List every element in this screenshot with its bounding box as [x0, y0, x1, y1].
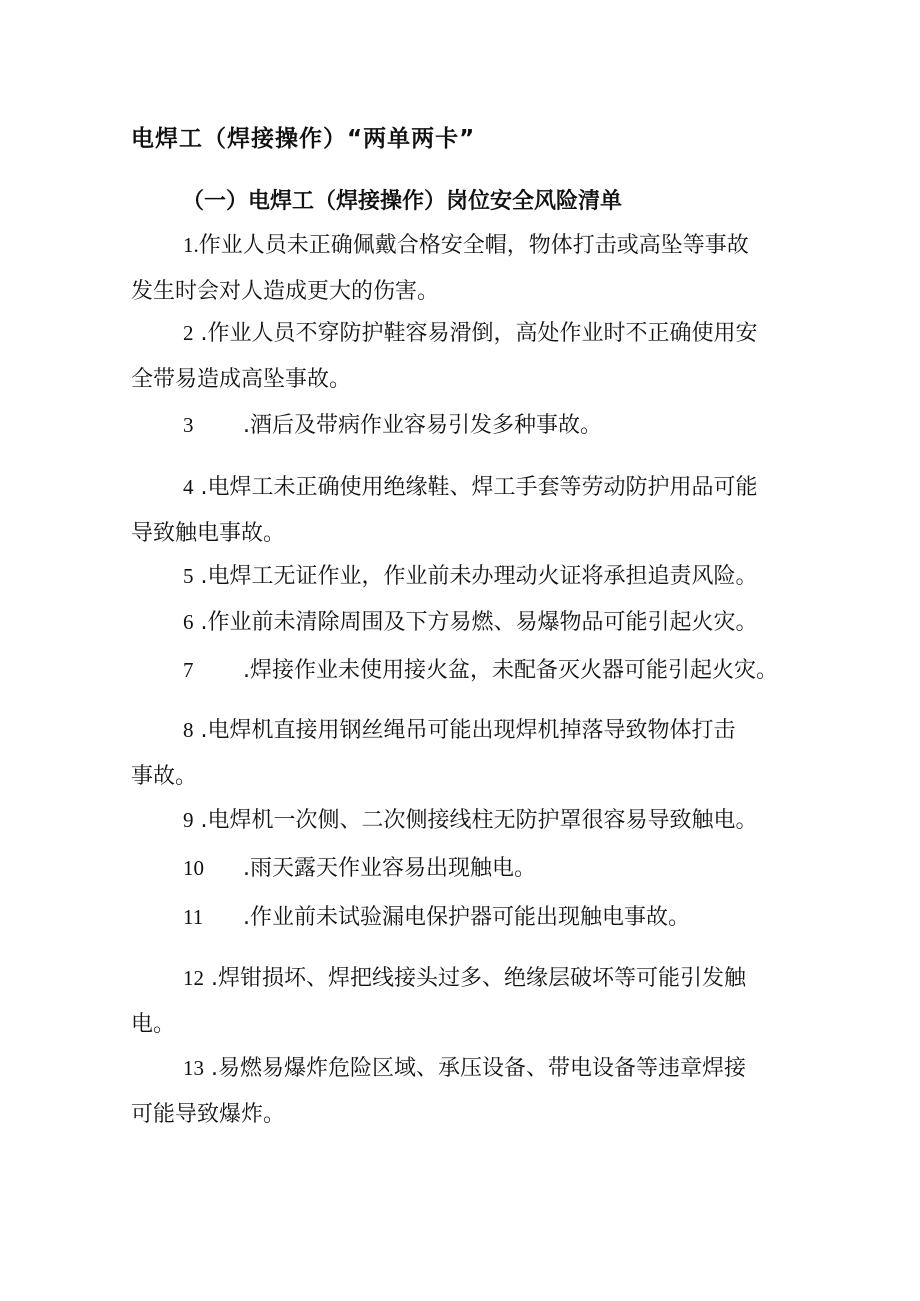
item-text: .作业前未试验漏电保护器可能出现触电事故。	[243, 905, 690, 930]
item-text-continuation: 导致触电事故。	[131, 521, 286, 546]
risk-item-12	[131, 955, 801, 1048]
item-text: .雨天露天作业容易出现触电。	[243, 856, 536, 881]
risk-item-10	[131, 845, 801, 892]
item-text-continuation: 事故。	[131, 764, 198, 789]
item-text: .易燃易爆炸危险区域、承压设备、带电设备等违章焊接	[211, 1056, 746, 1081]
item-text-continuation: 电。	[131, 1012, 176, 1037]
item-text-continuation: 可能导致爆炸。	[131, 1102, 286, 1127]
item-text: .电焊机直接用钢丝绳吊可能出现焊机掉落导致物体打击	[200, 718, 736, 743]
item-text: .电焊机一次侧、二次侧接线柱无防护罩很容易导致触电。	[200, 808, 758, 833]
risk-item-11	[131, 894, 801, 941]
risk-item-4	[131, 464, 801, 557]
item-text: .作业人员不穿防护鞋容易滑倒，高处作业时不正确使用安	[200, 321, 758, 346]
item-text: .电焊工无证作业，作业前未办理动火证将承担追责风险。	[200, 564, 758, 589]
risk-item-9	[131, 797, 801, 844]
risk-item-8	[131, 707, 801, 800]
risk-item-7	[131, 647, 801, 694]
risk-item-2	[131, 310, 801, 403]
item-text: .电焊工未正确使用绝缘鞋、焊工手套等劳动防护用品可能	[200, 475, 758, 500]
item-number: 6	[183, 610, 194, 634]
item-text-continuation: 全带易造成高坠事故。	[131, 367, 352, 392]
item-number: 9	[183, 808, 194, 832]
item-text: .作业前未清除周围及下方易燃、易爆物品可能引起火灾。	[200, 610, 758, 635]
risk-item-5	[131, 553, 801, 600]
item-text-continuation: 发生时会对人造成更大的伤害。	[131, 279, 440, 304]
section-heading: （一）电焊工（焊接操作）岗位安全风险清单	[182, 189, 623, 214]
item-text: 作业人员未正确佩戴合格安全帽，物体打击或高坠等事故	[198, 233, 749, 258]
item-number: 13	[183, 1056, 204, 1080]
item-number: 1.	[183, 233, 199, 257]
risk-item-1	[131, 222, 801, 315]
item-number: 2	[183, 321, 194, 345]
item-number: 3	[183, 413, 194, 437]
risk-item-6	[131, 599, 801, 646]
item-number: 10	[183, 856, 204, 880]
item-number: 11	[183, 905, 204, 929]
item-number: 7	[183, 658, 194, 682]
item-number: 5	[183, 564, 194, 588]
item-text: .焊钳损坏、焊把线接头过多、绝缘层破坏等可能引发触	[211, 966, 746, 991]
item-number: 4	[183, 475, 194, 499]
item-number: 12	[183, 966, 204, 990]
item-text: .酒后及带病作业容易引发多种事故。	[243, 413, 602, 438]
risk-item-3	[131, 402, 801, 449]
item-text: .焊接作业未使用接火盆，未配备灭火器可能引起火灾。	[243, 658, 778, 683]
item-number: 8	[183, 718, 194, 742]
document-title: 电焊工（焊接操作）“两单两卡”	[131, 126, 476, 152]
risk-item-13	[131, 1045, 801, 1138]
